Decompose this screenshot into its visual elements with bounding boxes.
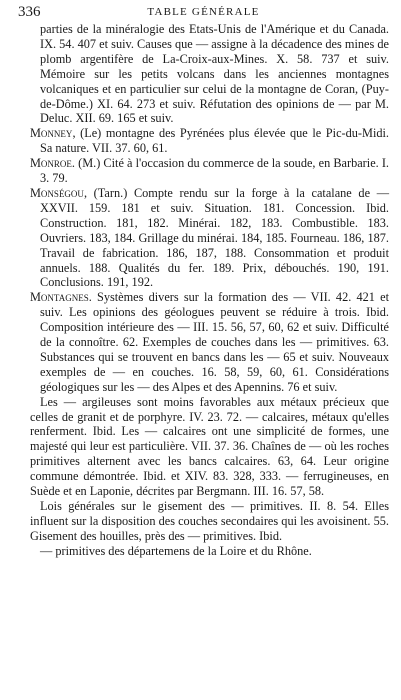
entry-text: (M.) Cité à l'occasion du commerce de la soude, en Barbarie. I. 3. 79. xyxy=(40,156,389,186)
entry-headword: Monroe. xyxy=(30,156,76,171)
entry-text: parties de la minéralogie des Etats-Unis de l'Amérique et du Canada. IX. 54. 407 et suiv. Causes que — assigne à la décadence des mines de plomb argentifère de La-Croix-aux-Mines. X. 58. 737 et suiv. Mémoire sur les petits volcans dans les anciennes montagnes volcaniques et en particulier sur celui de la montagne de Coran, (Puy-de-Dôme.) XI. 64. 273 et suiv. Réfutation des opinions de — par M. Deluc. XII. 69. 165 et suiv. xyxy=(40,22,389,126)
entry-text: , (Le) montagne des Pyrénées plus élevée que le Pic-du-Midi. Sa nature. VII. 37. 60, 61. xyxy=(40,126,389,156)
running-title: TABLE GÉNÉRALE xyxy=(147,6,260,18)
index-paragraph: Lois générales sur le gisement des — primitives. II. 8. 54. Elles influent sur la disposition des couches secondaires qui les avoisinent. 55. Gisement des houilles, près des — primitives. Ibid. xyxy=(30,499,389,543)
entry-headword: Monney xyxy=(30,126,73,141)
index-entry-monney xyxy=(30,126,389,156)
page-number: 336 xyxy=(18,4,41,20)
index-entry-continuation xyxy=(30,22,389,126)
index-entry-monsegou xyxy=(30,186,389,290)
entry-text: . Systèmes divers sur la formation des — VII. 42. 421 et suiv. Les opinions des géologues peuvent se réduire à trois. Ibid. Composition intérieure des — III. 15. 56, 57, 60, 62 et suiv. Difficulté de la connoître. 62. Exemples de couches dans les — primitives. 63. Substances qui se trouvent en bancs dans les — 65 et suiv. Nouveaux exemples de — en couches. 16. 58, 59, 60, 61. Considérations géologiques sur les — des Alpes et des Apennins. 76 et suiv. xyxy=(40,290,389,394)
entry-headword: Montagnes xyxy=(30,290,89,305)
index-entry-monroe xyxy=(30,156,389,186)
entry-headword: Monségou xyxy=(30,185,84,200)
index-entries xyxy=(30,22,389,559)
entry-text: , (Tarn.) Compte rendu sur la forge à la catalane de — XXVII. 159. 181 et suiv. Situation. 181. Concession. Ibid. Construction. 181, 182. Minérai. 182, 183. Combustible. 183. Ouvriers. 183, 184. Grillage du minérai. 184, 185. Fourneau. 186, 187. Travail de fabrication. 186, 187, 188. Consommation et produit annuels. 188. Qualités du fer. 189. Prix, débouchés. 190, 191. Conclusions. 191, 192. xyxy=(40,185,389,290)
page-header xyxy=(18,4,389,22)
index-entry-montagnes xyxy=(30,290,389,394)
index-paragraph: Les — argileuses sont moins favorables aux métaux précieux que celles de granit et de porphyre. IV. 23. 72. — calcaires, métaux qu'elles renferment. Ibid. Les — calcaires ont une simplicité de formes, une majesté qui leur est particulière. VII. 37. 36. Chaînes de — où les roches primitives alternent avec les bancs calcaires. 63, 64. Leur origine commune démontrée. Ibid. et XIV. 83. 328, 333. — ferrugineuses, en Suède et en Laponie, décrites par Bergmann. III. 16. 57, 58. xyxy=(30,394,389,499)
index-paragraph: — primitives des départemens de la Loire et du Rhône. xyxy=(40,543,312,558)
